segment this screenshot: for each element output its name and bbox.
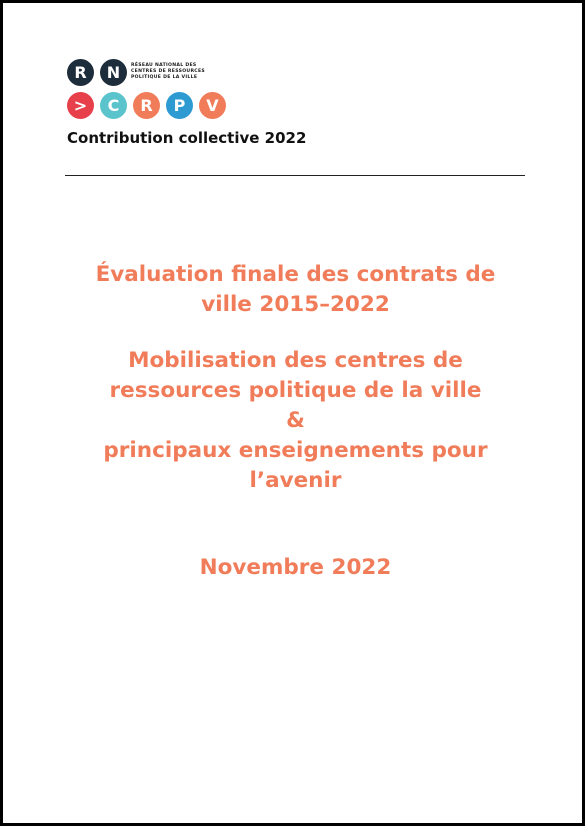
contribution-label: Contribution collective 2022 (67, 129, 307, 147)
rncrpv-logo (67, 59, 237, 121)
main-title (43, 260, 548, 320)
main-title-line-2: ville 2015–2022 (201, 292, 390, 317)
subtitle-line-1: Mobilisation des centres de (128, 348, 463, 373)
logo-letter-n: N (100, 59, 127, 86)
subtitle-line-5: l’avenir (249, 468, 342, 493)
main-title-line-1: Évaluation finale des contrats de (95, 262, 496, 287)
subtitle (43, 346, 548, 496)
subtitle-line-2: ressources politique de la ville (109, 378, 482, 403)
logo-letter-r2: R (133, 92, 160, 119)
header-divider (65, 175, 525, 176)
logo-letter-v: V (199, 92, 226, 119)
subtitle-line-4: principaux enseignements pour (103, 438, 488, 463)
logo-tagline: RÉSEAU NATIONAL DES CENTRES DE RESSOURCES POLITIQUE DE LA VILLE (131, 63, 205, 80)
publication-date: Novembre 2022 (199, 555, 392, 580)
logo-letter-c: C (100, 92, 127, 119)
subtitle-ampersand: & (286, 408, 305, 433)
logo-arrow: > (67, 92, 94, 119)
logo-letter-r: R (67, 59, 94, 86)
logo-letter-p: P (166, 92, 193, 119)
